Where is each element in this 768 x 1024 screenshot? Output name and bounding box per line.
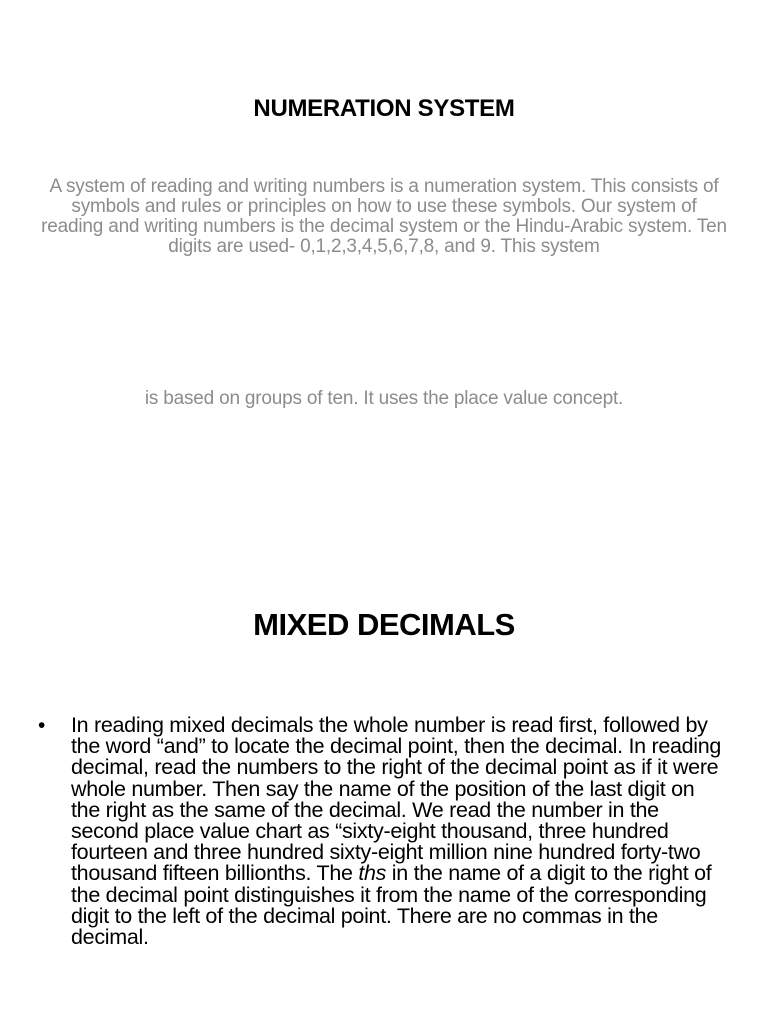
- slide-mixed-decimals: [0, 512, 768, 1024]
- slide-title: NUMERATION SYSTEM: [253, 95, 515, 122]
- bullet-list-item: [38, 715, 728, 948]
- bullet-text-part1: In reading mixed decimals the whole number is read first, followed by the word “and” to locate the decimal point, then the decimal. In reading decimal, read the numbers to the right of the decimal point as if it were whole number. Then say the name of the position of the last digit on the right as the same of the decimal. We read the number in the second place value chart as “sixty-eight thousand, three hundred fourteen and three hundred sixty-eight million nine hundred forty-two thousand fifteen billionths. The: [71, 713, 722, 886]
- slide-title: MIXED DECIMALS: [253, 607, 515, 642]
- bullet-text: [71, 715, 728, 948]
- slide-paragraph: A system of reading and writing numbers is a numeration system. This consists of symbols and rules or principles on how to use these symbols. Our system of reading and writing numbers is the decimal system or the Hindu-Arabic system. Ten digits are used- 0,1,2,3,4,5,6,7,8, and 9. This system: [41, 176, 727, 257]
- bullet-mark: •: [38, 714, 46, 737]
- slide-paragraph-continued: is based on groups of ten. It uses the place value concept.: [144, 388, 624, 409]
- bullet-text-part2: in the name of a digit to the right of the decimal point distinguishes it from the name of the corresponding digit to the left of the decimal point. There are no commas in the decimal.: [71, 861, 712, 950]
- bullet-text-emphasis: ths: [358, 861, 387, 886]
